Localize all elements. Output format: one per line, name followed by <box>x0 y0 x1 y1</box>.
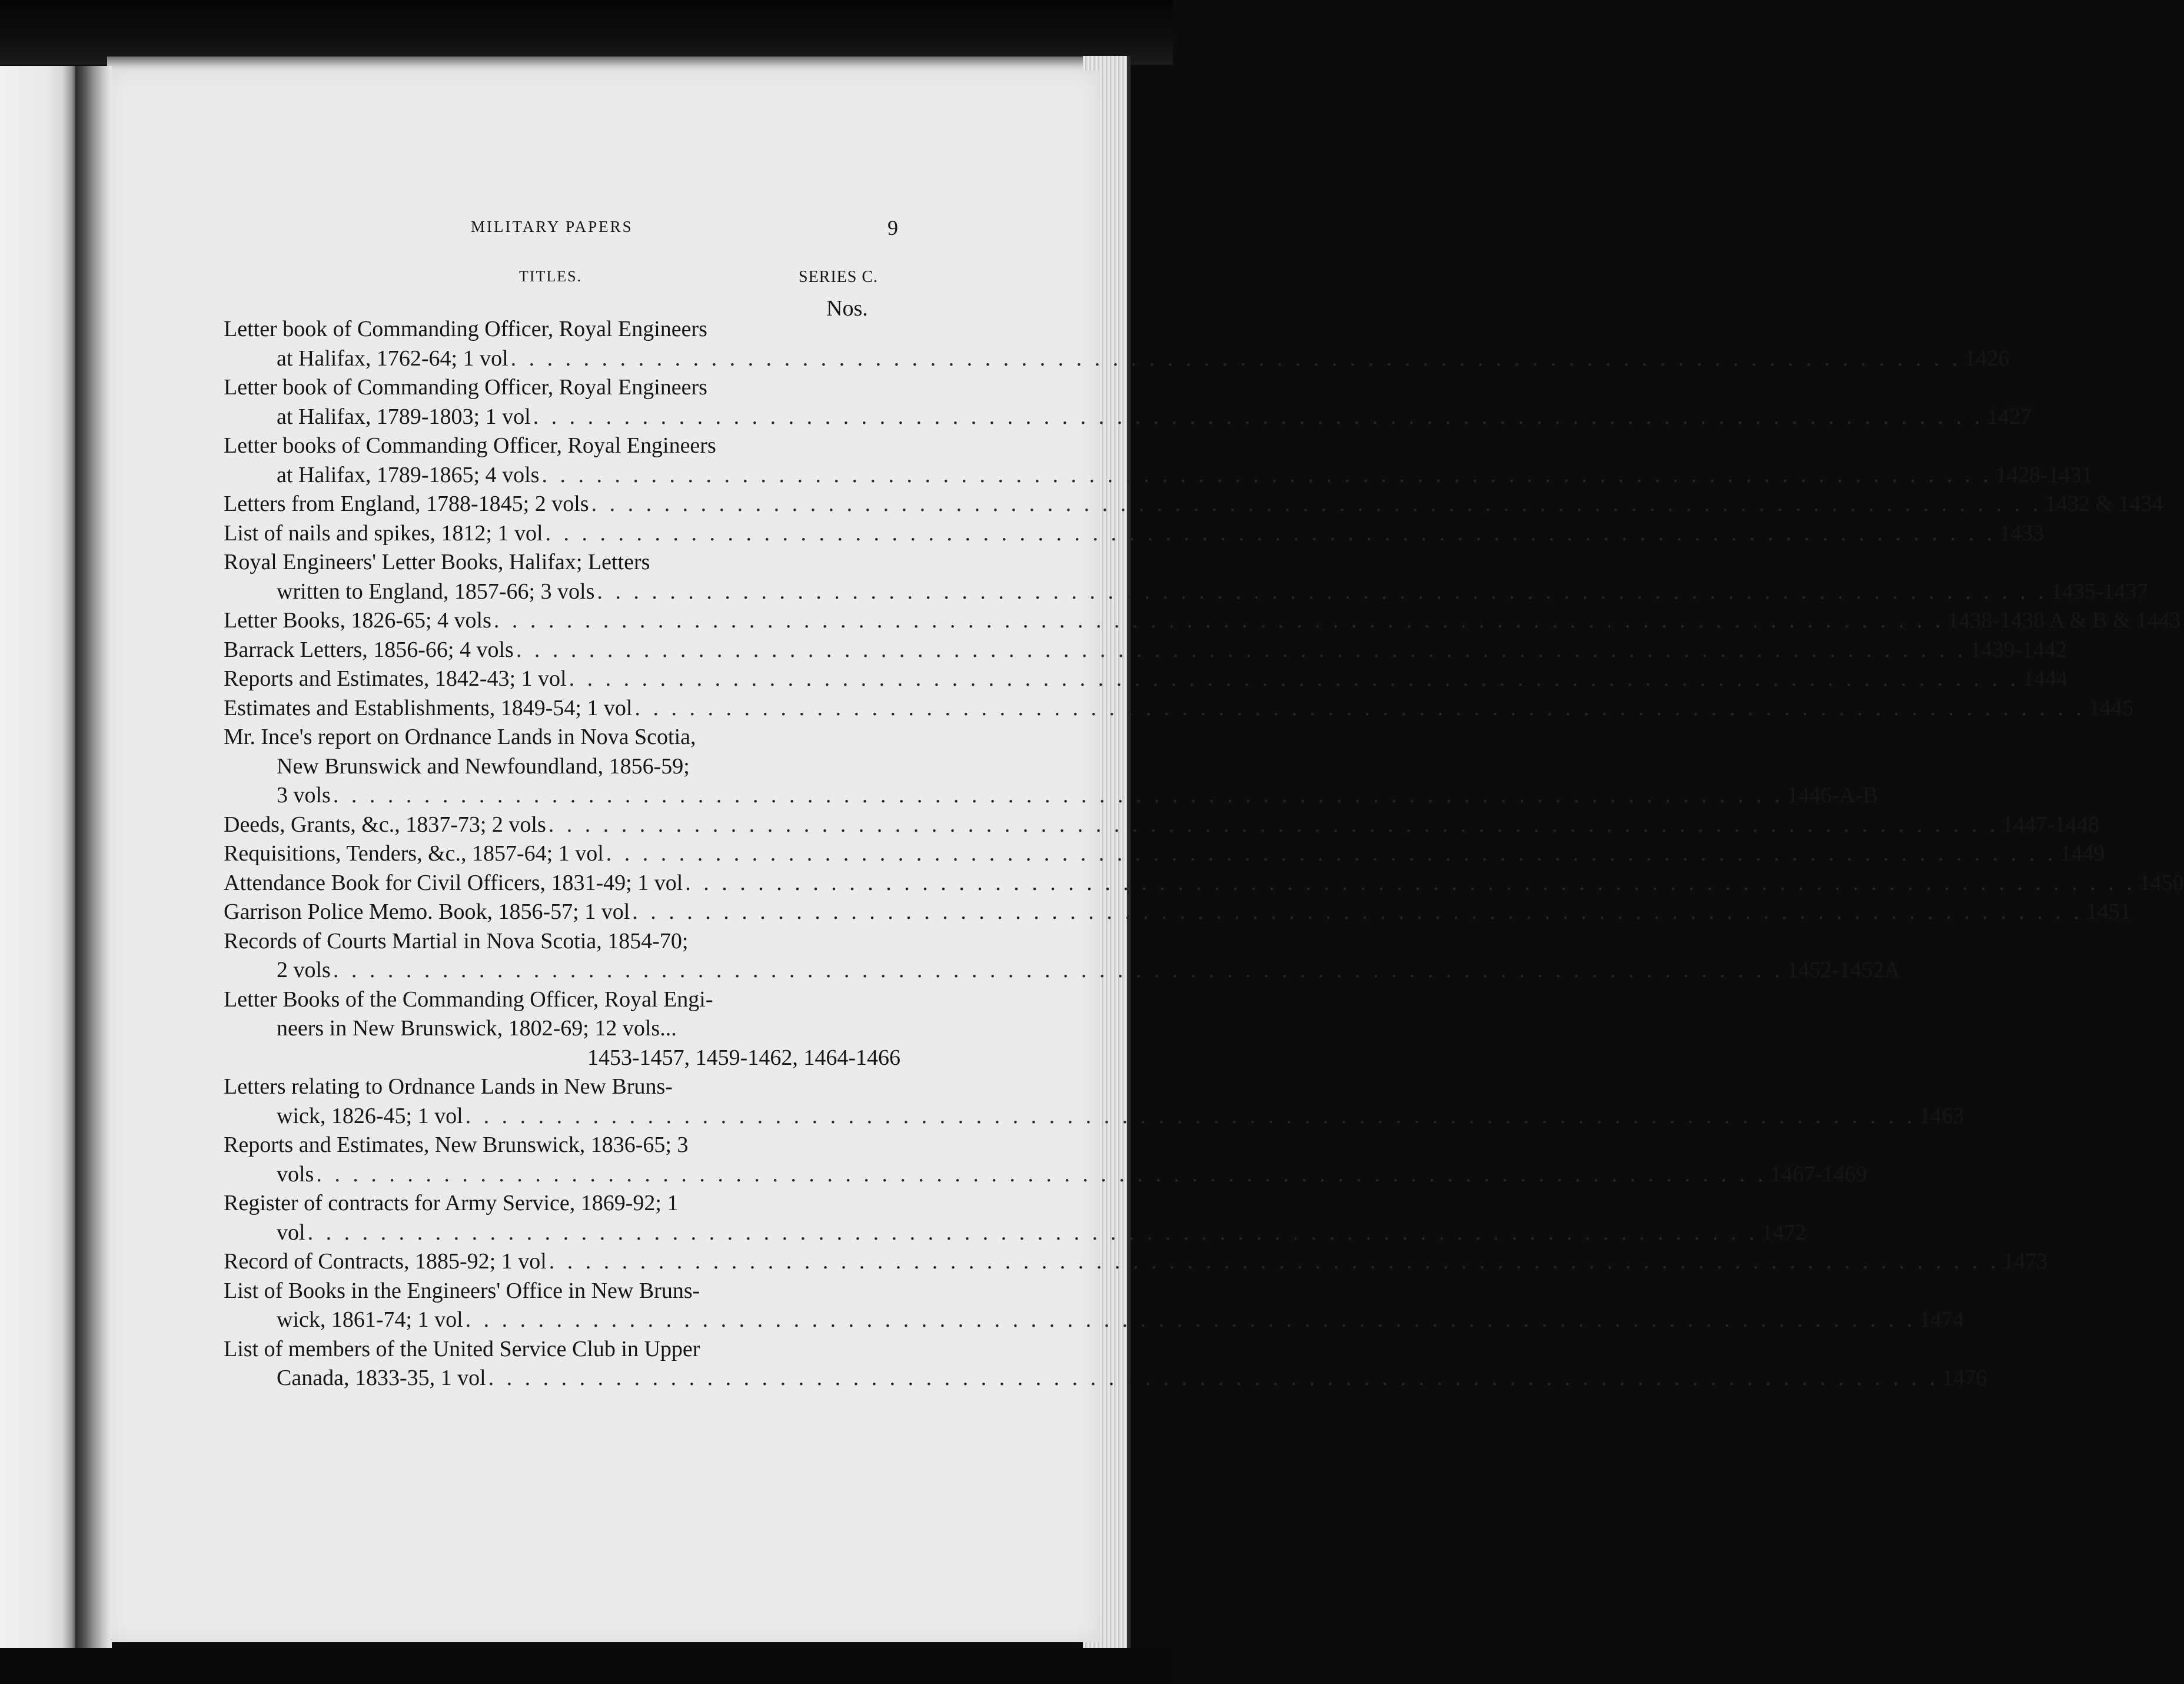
catalogue-entries <box>224 315 2184 1393</box>
entry-title-line <box>224 431 900 461</box>
catalogue-entry <box>224 315 2010 373</box>
entry-title-text: Garrison Police Memo. Book, 1856-57; 1 vol <box>224 899 630 924</box>
catalogue-entry <box>224 869 2184 898</box>
entry-continuation-line <box>224 461 2093 490</box>
series-number: 1428-1431 <box>1995 462 2093 487</box>
entry-continuation-line <box>224 1102 1964 1131</box>
entry-title-line <box>224 811 2099 840</box>
entry-title-line <box>224 694 2133 723</box>
series-number: 1444 <box>2023 666 2068 691</box>
dot-leader: . . . . . . . . . . . . . . . . . . . . . . . . . . . . . . . . . . . . . . . . . . . . . . . . . . . . . . . . . . . . . . . . . . . . . . . . . . . . . . . . <box>333 958 1784 982</box>
entry-title-text: neers in New Brunswick, 1802-69; 12 vols... <box>277 1016 677 1041</box>
dot-leader: . . . . . . . . . . . . . . . . . . . . . . . . . . . . . . . . . . . . . . . . . . . . . . . . . . . . . . . . . . . . . . . . . . . . . . . . . . . . . . . . <box>541 462 1992 487</box>
catalogue-entry <box>224 985 900 1073</box>
entry-title-line <box>224 1335 900 1364</box>
entry-title-line <box>224 490 2163 519</box>
catalogue-entry <box>224 1277 1964 1335</box>
entry-title-line <box>224 606 2181 636</box>
entry-title-text: written to England, 1857-66; 3 vols <box>277 579 595 604</box>
entry-title-line <box>224 839 2105 869</box>
catalogue-entry <box>224 723 1878 811</box>
entry-title-text: List of members of the United Service Club in Upper <box>224 1336 700 1361</box>
catalogue-entry <box>224 1072 1964 1131</box>
catalogue-entry <box>224 548 2148 606</box>
series-number: 1438-1438 A & B & 1443 <box>1947 608 2181 633</box>
series-heading: SERIES C. <box>799 268 879 286</box>
series-number: 1473 <box>2003 1249 2048 1274</box>
catalogue-entry <box>224 1247 2048 1277</box>
dot-leader: . . . . . . . . . . . . . . . . . . . . . . . . . . . . . . . . . . . . . . . . . . . . . . . . . . . . . . . . . . . . . . . . . . . . . . . . . . . . . . . . <box>316 1161 1767 1187</box>
entry-title-text: List of Books in the Engineers' Office in New Bruns- <box>224 1278 700 1303</box>
running-title: MILITARY PAPERS <box>471 218 633 235</box>
entry-title-text: Records of Courts Martial in Nova Scotia, 1854-70; <box>224 928 689 954</box>
entry-title-text: Letter Books of the Commanding Officer, Royal Engi- <box>224 987 713 1012</box>
entry-title-text: at Halifax, 1762-64; 1 vol <box>277 346 508 371</box>
entry-title-text: Record of Contracts, 1885-92; 1 vol <box>224 1249 547 1274</box>
catalogue-entry <box>224 811 2099 840</box>
titles-heading: TITLES. <box>519 268 583 285</box>
entry-continuation-line <box>224 1160 1867 1190</box>
dot-leader: . . . . . . . . . . . . . . . . . . . . . . . . . . . . . . . . . . . . . . . . . . . . . . . . . . . . . . . . . . . . . . . . . . . . . . . . . . . . . . . . <box>510 346 1962 371</box>
entry-continuation-line <box>224 403 2032 432</box>
entry-title-text: Letter book of Commanding Officer, Royal Engineers <box>224 317 707 341</box>
catalogue-entry <box>224 839 2105 869</box>
series-number: 1433 <box>1999 520 2045 546</box>
running-head <box>0 218 1173 241</box>
series-number: 1447-1448 <box>2002 812 2099 837</box>
entry-title-text: Register of contracts for Army Service, 1869-92; 1 <box>224 1191 679 1215</box>
entry-title-line <box>224 927 900 956</box>
entry-title-text: wick, 1826-45; 1 vol <box>277 1103 463 1128</box>
series-number: 1463 <box>1919 1103 1964 1128</box>
dot-leader: . . . . . . . . . . . . . . . . . . . . . . . . . . . . . . . . . . . . . . . . . . . . . . . . . . . . . . . . . . . . . . . . . . . . . . . . . . . . . . . . <box>545 520 1996 546</box>
catalogue-entry <box>224 606 2181 636</box>
series-number: 1426 <box>1964 346 2010 371</box>
numbers-heading: Nos. <box>826 296 868 321</box>
series-number: 1451 <box>2086 899 2131 924</box>
entry-continuation-line <box>224 1014 900 1044</box>
series-number: 1474 <box>1919 1307 1964 1332</box>
dot-leader: . . . . . . . . . . . . . . . . . . . . . . . . . . . . . . . . . . . . . . . . . . . . . . . . . . . . . . . . . . . . . . . . . . . . . . . . . . . . . . . . <box>634 695 2085 720</box>
entry-continuation-line <box>224 344 2010 374</box>
catalogue-entry <box>224 1335 1987 1393</box>
entry-title-text: Attendance Book for Civil Officers, 1831-49; 1 vol <box>224 870 683 895</box>
entry-title-line <box>224 723 900 752</box>
entry-title-line <box>224 315 900 344</box>
dot-leader: . . . . . . . . . . . . . . . . . . . . . . . . . . . . . . . . . . . . . . . . . . . . . . . . . . . . . . . . . . . . . . . . . . . . . . . . . . . . . . . . <box>591 491 2042 516</box>
series-number: 1427 <box>1987 404 2032 429</box>
entry-title-text: at Halifax, 1789-1865; 4 vols <box>277 462 540 487</box>
catalogue-entry <box>224 927 1900 985</box>
entry-continuation-line <box>224 577 2148 607</box>
entry-title-text: vols <box>277 1161 314 1187</box>
entry-title-line <box>224 1072 900 1102</box>
catalogue-entry <box>224 373 2032 431</box>
series-number: 1439-1442 <box>1970 637 2067 662</box>
entry-title-line <box>224 1277 900 1306</box>
entry-title-text: Barrack Letters, 1856-66; 4 vols <box>224 637 514 662</box>
catalogue-entry <box>224 665 2068 694</box>
catalogue-entry <box>224 898 2131 927</box>
entry-title-line <box>224 636 2067 665</box>
entry-title-line <box>224 519 2045 549</box>
entry-title-text: Royal Engineers' Letter Books, Halifax; Letters <box>224 550 650 574</box>
entry-title-line <box>224 665 2068 694</box>
entry-title-text: Letter books of Commanding Officer, Royal Engineers <box>224 433 716 458</box>
entry-title-text: Reports and Estimates, New Brunswick, 1836-65; 3 <box>224 1132 689 1157</box>
catalogue-entry <box>224 431 2093 490</box>
entry-title-text: Letter book of Commanding Officer, Royal Engineers <box>224 375 707 400</box>
series-number: 1450 <box>2139 870 2184 895</box>
entry-title-text: wick, 1861-74; 1 vol <box>277 1307 463 1332</box>
dot-leader: . . . . . . . . . . . . . . . . . . . . . . . . . . . . . . . . . . . . . . . . . . . . . . . . . . . . . . . . . . . . . . . . . . . . . . . . . . . . . . . . <box>569 666 2020 691</box>
dot-leader: . . . . . . . . . . . . . . . . . . . . . . . . . . . . . . . . . . . . . . . . . . . . . . . . . . . . . . . . . . . . . . . . . . . . . . . . . . . . . . . . <box>307 1220 1758 1245</box>
series-number: 1452-1452A <box>1787 958 1900 982</box>
series-number: 1449 <box>2060 841 2105 866</box>
entry-title-line <box>224 985 900 1015</box>
entry-title-line <box>224 869 2184 898</box>
catalogue-entry <box>224 519 2045 549</box>
entry-continuation-line <box>224 1364 1987 1393</box>
dot-leader: . . . . . . . . . . . . . . . . . . . . . . . . . . . . . . . . . . . . . . . . . . . . . . . . . . . . . . . . . . . . . . . . . . . . . . . . . . . . . . . . <box>488 1366 1939 1390</box>
entry-title-line <box>224 1189 900 1218</box>
entry-title-line <box>224 373 900 403</box>
entry-title-text: Requisitions, Tenders, &c., 1857-64; 1 vol <box>224 841 604 866</box>
entry-title-text: at Halifax, 1789-1803; 1 vol <box>277 404 531 429</box>
dot-leader: . . . . . . . . . . . . . . . . . . . . . . . . . . . . . . . . . . . . . . . . . . . . . . . . . . . . . . . . . . . . . . . . . . . . . . . . . . . . . . . . <box>333 783 1784 808</box>
dot-leader: . . . . . . . . . . . . . . . . . . . . . . . . . . . . . . . . . . . . . . . . . . . . . . . . . . . . . . . . . . . . . . . . . . . . . . . . . . . . . . . . <box>549 1249 2000 1274</box>
dot-leader: . . . . . . . . . . . . . . . . . . . . . . . . . . . . . . . . . . . . . . . . . . . . . . . . . . . . . . . . . . . . . . . . . . . . . . . . . . . . . . . . <box>516 637 1967 662</box>
entry-title-text: 2 vols <box>277 958 331 982</box>
series-number: 1432 & 1434 <box>2045 491 2163 516</box>
entry-title-text: Estimates and Establishments, 1849-54; 1 vol <box>224 695 633 720</box>
entry-title-text: 3 vols <box>277 783 331 808</box>
entry-title-text: Deeds, Grants, &c., 1837-73; 2 vols <box>224 812 546 837</box>
entry-title-line <box>224 548 900 577</box>
catalogue-entry <box>224 636 2067 665</box>
entry-title-text: Canada, 1833-35, 1 vol <box>277 1366 486 1390</box>
series-number: 1476 <box>1942 1366 1987 1390</box>
dot-leader: . . . . . . . . . . . . . . . . . . . . . . . . . . . . . . . . . . . . . . . . . . . . . . . . . . . . . . . . . . . . . . . . . . . . . . . . . . . . . . . . <box>632 899 2083 924</box>
scan-border-top <box>0 0 1173 65</box>
dot-leader: . . . . . . . . . . . . . . . . . . . . . . . . . . . . . . . . . . . . . . . . . . . . . . . . . . . . . . . . . . . . . . . . . . . . . . . . . . . . . . . . <box>548 812 1999 837</box>
entry-title-line <box>224 1131 900 1160</box>
entry-title-text: vol <box>277 1220 305 1245</box>
catalogue-entry <box>224 1189 1807 1247</box>
entry-number-line <box>224 1044 900 1073</box>
entry-title-text: Letters relating to Ordnance Lands in New Bruns- <box>224 1074 673 1099</box>
catalogue-entry <box>224 694 2133 723</box>
dot-leader: . . . . . . . . . . . . . . . . . . . . . . . . . . . . . . . . . . . . . . . . . . . . . . . . . . . . . . . . . . . . . . . . . . . . . . . . . . . . . . . . <box>685 870 2136 895</box>
entry-continuation-line <box>224 781 1878 811</box>
entry-continuation-line <box>224 956 1900 985</box>
series-number: 1467-1469 <box>1770 1161 1867 1187</box>
dot-leader: . . . . . . . . . . . . . . . . . . . . . . . . . . . . . . . . . . . . . . . . . . . . . . . . . . . . . . . . . . . . . . . . . . . . . . . . . . . . . . . . <box>465 1307 1916 1332</box>
entry-title-text: Mr. Ince's report on Ordnance Lands in Nova Scotia, <box>224 725 696 749</box>
entry-continuation-line <box>224 1306 1964 1335</box>
series-number: 1472 <box>1761 1220 1807 1245</box>
catalogue-entry <box>224 490 2163 519</box>
entry-title-text: Reports and Estimates, 1842-43; 1 vol <box>224 666 567 691</box>
dot-leader: . . . . . . . . . . . . . . . . . . . . . . . . . . . . . . . . . . . . . . . . . . . . . . . . . . . . . . . . . . . . . . . . . . . . . . . . . . . . . . . . <box>493 608 1944 633</box>
entry-title-text: New Brunswick and Newfoundland, 1856-59; <box>277 753 690 779</box>
series-number: 1446-A-B <box>1787 783 1878 808</box>
dot-leader: . . . . . . . . . . . . . . . . . . . . . . . . . . . . . . . . . . . . . . . . . . . . . . . . . . . . . . . . . . . . . . . . . . . . . . . . . . . . . . . . <box>533 404 1984 429</box>
series-number: 1445 <box>2088 695 2133 720</box>
entry-title-text: List of nails and spikes, 1812; 1 vol <box>224 520 543 546</box>
entry-title-line <box>224 898 2131 927</box>
entry-continuation-line <box>224 752 900 782</box>
catalogue-entry <box>224 1131 1867 1189</box>
entry-title-line <box>224 1247 2048 1277</box>
entry-title-text: Letters from England, 1788-1845; 2 vols <box>224 491 589 516</box>
series-number: 1435-1437 <box>2050 579 2148 604</box>
page-number: 9 <box>887 216 898 240</box>
series-number: 1453-1457, 1459-1462, 1464-1466 <box>587 1045 900 1070</box>
entry-continuation-line <box>224 1218 1807 1248</box>
dot-leader: . . . . . . . . . . . . . . . . . . . . . . . . . . . . . . . . . . . . . . . . . . . . . . . . . . . . . . . . . . . . . . . . . . . . . . . . . . . . . . . . <box>606 841 2057 866</box>
dot-leader: . . . . . . . . . . . . . . . . . . . . . . . . . . . . . . . . . . . . . . . . . . . . . . . . . . . . . . . . . . . . . . . . . . . . . . . . . . . . . . . . <box>465 1103 1916 1128</box>
scan-border-bottom <box>0 1648 1173 1684</box>
entry-title-text: Letter Books, 1826-65; 4 vols <box>224 608 491 633</box>
dot-leader: . . . . . . . . . . . . . . . . . . . . . . . . . . . . . . . . . . . . . . . . . . . . . . . . . . . . . . . . . . . . . . . . . . . . . . . . . . . . . . . . <box>597 579 2047 604</box>
